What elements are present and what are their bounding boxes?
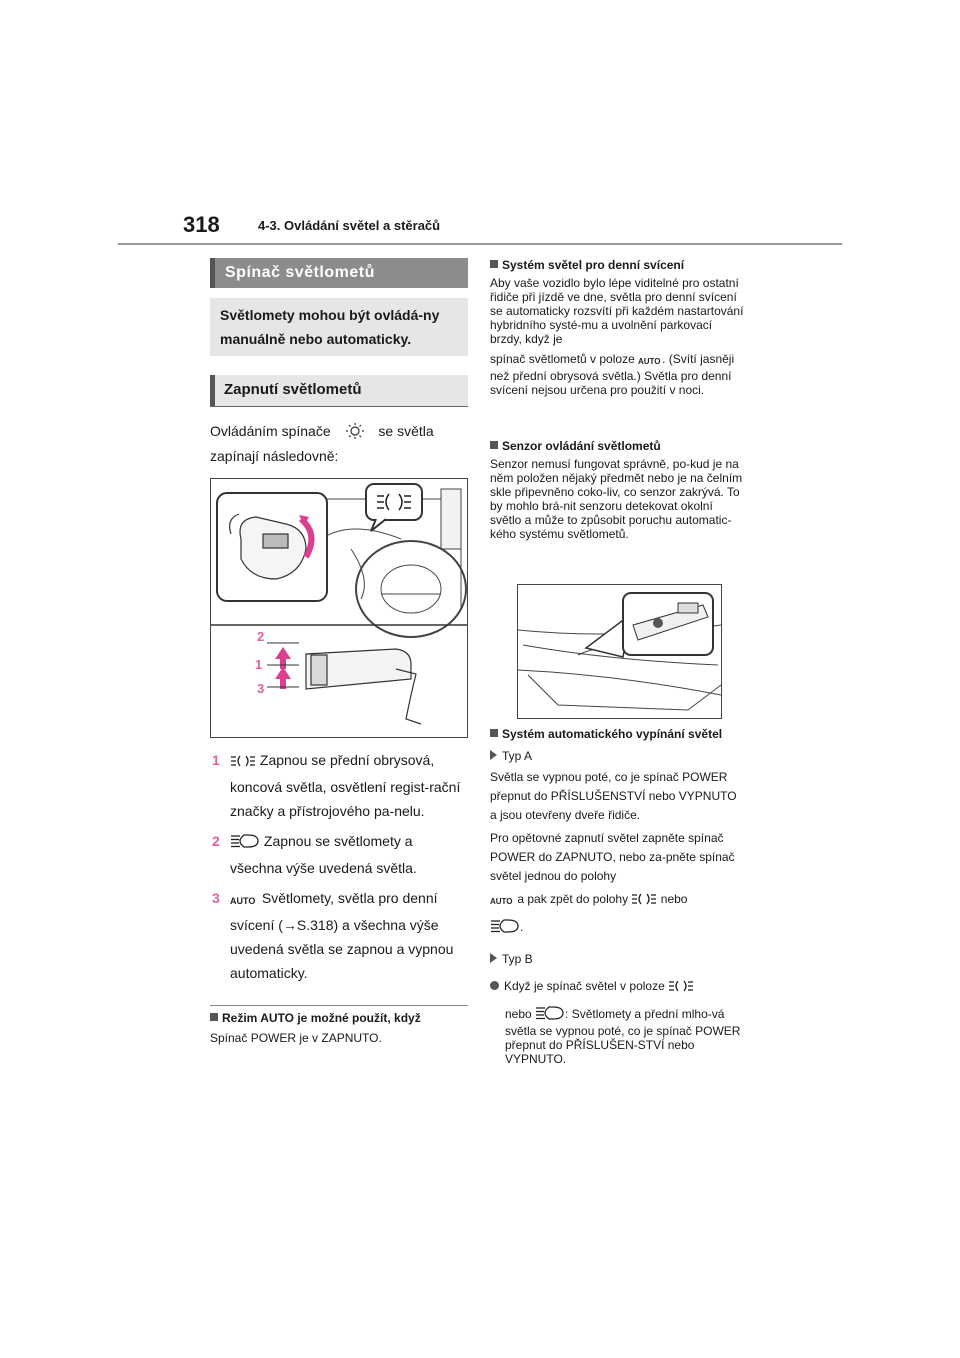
type-b-text-1: Když je spínač světel v poloze bbox=[504, 979, 665, 993]
auto-off-section bbox=[490, 727, 745, 1066]
note-divider bbox=[210, 1005, 468, 1006]
type-a-text-2: Pro opětovné zapnutí světel zapněte spínač POWER do ZAPNUTO, nebo za-pněte spínač světel jednou do polohy bbox=[490, 831, 735, 883]
square-bullet-icon bbox=[490, 441, 498, 449]
parking-lights-icon bbox=[230, 751, 256, 775]
note-text: Spínač POWER je v ZAPNUTO. bbox=[210, 1031, 382, 1045]
type-a-text-3b: nebo bbox=[660, 892, 688, 906]
type-b-text-2b: : Světlomety a přední mlho-vá světla se vypnou poté, co je spínač POWER přepnut do PŘÍSLUŠEN-STVÍ nebo VYPNUTO. bbox=[505, 1007, 741, 1066]
sensor-heading: Senzor ovládání světlometů bbox=[502, 439, 661, 453]
type-a-text-3a: a pak zpět do polohy bbox=[517, 892, 629, 906]
svg-text:AUTO: AUTO bbox=[490, 897, 513, 906]
item-text: Světlomety, světla pro denní svícení (→S.318) a všechna výše uvedená světla se zapnou a vypnou automaticky. bbox=[230, 890, 454, 981]
sensor-text: Senzor nemusí fungovat správně, po-kud je na něm položen nějaký předmět nebo je na čelním skle připevněno coko-liv, co senzor zakrývá. To by mohlo brá-nit senzoru detekovat okolní světlo a může to způsobit poruchu automatic-kého systému světlometů. bbox=[490, 457, 743, 541]
square-bullet-icon bbox=[490, 729, 498, 737]
item-text: Zapnou se přední obrysová, koncová světla, osvětlení regist-rační značky a přístrojového pa-nelu. bbox=[230, 752, 461, 819]
auto-off-heading: Systém automatického vypínání světel bbox=[502, 727, 723, 741]
sensor-section bbox=[490, 439, 745, 541]
triangle-bullet-icon bbox=[490, 953, 497, 963]
type-b-text-2a: nebo bbox=[505, 1007, 532, 1021]
page-number: 318 bbox=[183, 212, 220, 237]
headlight-icon bbox=[230, 832, 260, 856]
header-divider bbox=[118, 243, 842, 245]
auto-icon bbox=[490, 893, 514, 912]
triangle-bullet-icon bbox=[490, 750, 497, 760]
subheading: Zapnutí světlometů bbox=[210, 375, 468, 407]
item-number: 3 bbox=[212, 890, 220, 906]
figure-label-3: 3 bbox=[257, 681, 265, 696]
list-item bbox=[210, 886, 468, 985]
type-a-label: Typ A bbox=[502, 749, 533, 763]
section-title: 4-3. Ovládání světel a stěračů bbox=[258, 218, 441, 233]
square-bullet-icon bbox=[490, 260, 498, 268]
item-number: 1 bbox=[212, 752, 220, 768]
intro-box: Světlomety mohou být ovládá-ny manuálně nebo automaticky. bbox=[210, 298, 468, 356]
type-b-label: Typ B bbox=[502, 952, 533, 966]
auto-icon bbox=[638, 355, 662, 369]
subheading-rule bbox=[210, 406, 468, 407]
item-text: Zapnou se světlomety a všechna výše uvedená světla. bbox=[230, 833, 417, 876]
intro-paragraph bbox=[210, 419, 468, 469]
svg-text:AUTO: AUTO bbox=[230, 896, 256, 906]
type-a-text-1: Světla se vypnou poté, co je spínač POWER přepnut do PŘÍSLUŠENSTVÍ nebo VYPNUTO a jsou otevřeny dveře řidiče. bbox=[490, 770, 737, 822]
position-list bbox=[210, 748, 468, 991]
note-heading: Režim AUTO je možné použít, když bbox=[222, 1011, 421, 1025]
figure-label-1: 1 bbox=[255, 657, 263, 672]
auto-mode-note bbox=[210, 1010, 468, 1046]
drl-text-1: Aby vaše vozidlo bylo lépe viditelné pro ostatní řidiče při jízdě ve dne, světla pro denní svícení se automaticky rozsvítí při každém nastartování hybridního systé-mu a uvolnění parkovací brzdy, když je bbox=[490, 276, 744, 346]
figure-label-2: 2 bbox=[257, 629, 265, 644]
drl-text-2a: spínač světlometů v poloze bbox=[490, 352, 635, 366]
para-text-b: se světla zapínají následovně: bbox=[210, 423, 434, 464]
square-bullet-icon bbox=[210, 1013, 218, 1021]
svg-text:AUTO: AUTO bbox=[638, 357, 661, 366]
list-item bbox=[210, 829, 468, 880]
parking-lights-icon bbox=[631, 892, 657, 912]
sensor-illustration bbox=[517, 584, 722, 719]
drl-text-2b: . (Svítí jasněji než přední obrysová světla.) Světla pro denní svícení nejsou určena pro použití v noci. bbox=[490, 352, 735, 397]
headlight-icon bbox=[535, 1005, 565, 1024]
circle-bullet-icon bbox=[490, 981, 499, 990]
headlight-icon bbox=[490, 918, 520, 940]
light-switch-illustration bbox=[210, 478, 468, 738]
item-number: 2 bbox=[212, 833, 220, 849]
topic-title: Spínač světlometů bbox=[210, 258, 468, 288]
sun-icon bbox=[335, 422, 375, 438]
type-a-text-4: . bbox=[520, 920, 524, 934]
list-item bbox=[210, 748, 468, 823]
auto-icon bbox=[230, 889, 258, 913]
para-text-a: Ovládáním spínače bbox=[210, 423, 331, 439]
parking-lights-icon bbox=[668, 979, 694, 999]
drl-heading: Systém světel pro denní svícení bbox=[502, 258, 685, 272]
drl-section bbox=[490, 258, 745, 397]
